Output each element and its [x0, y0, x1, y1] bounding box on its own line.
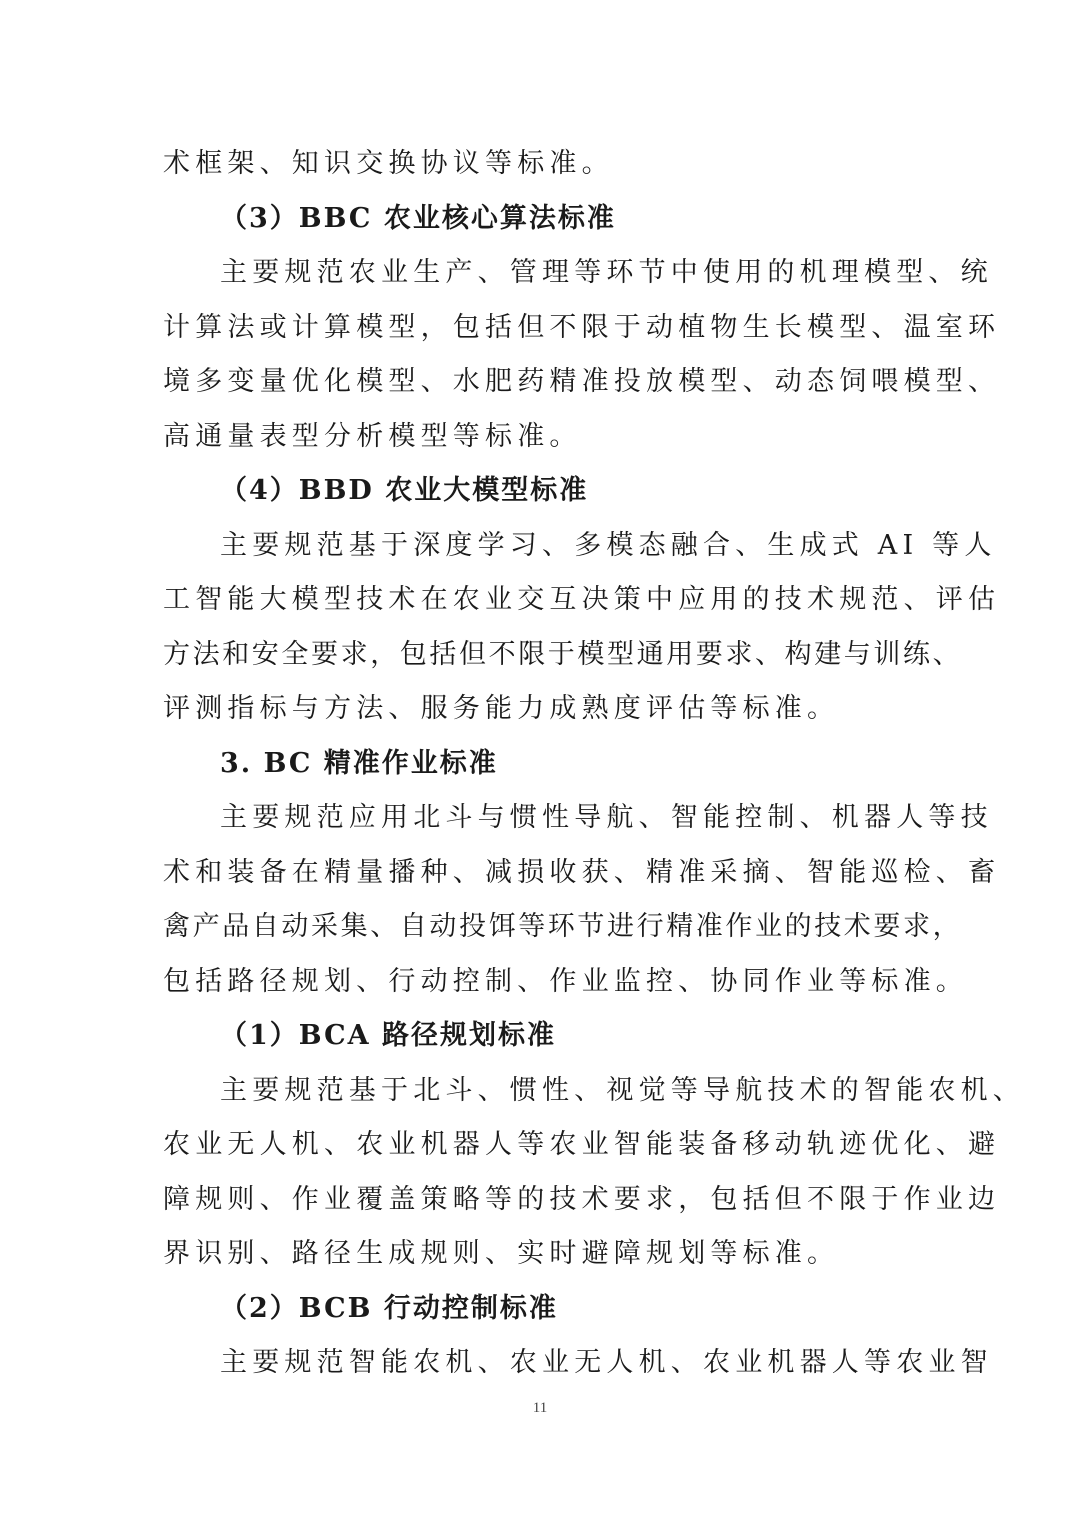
paragraph-line: 主要规范基于北斗、惯性、视觉等导航技术的智能农机、 [220, 1074, 1025, 1106]
paragraph-line: 境多变量优化模型、水肥药精准投放模型、动态饲喂模型、 [163, 366, 1001, 397]
paragraph-line: 农业无人机、农业机器人等农业智能装备移动轨迹优化、避 [163, 1129, 1001, 1160]
page-number: 11 [532, 1400, 548, 1416]
paragraph-line: 术和装备在精量播种、减损收获、精准采摘、智能巡检、畜 [163, 856, 1001, 888]
paragraph-line: 包括路径规划、行动控制、作业监控、协同作业等标准。 [163, 965, 968, 997]
section-heading-bbd: （4）BBD 农业大模型标准 [220, 475, 589, 506]
paragraph-line: 工智能大模型技术在农业交互决策中应用的技术规范、评估 [163, 584, 1001, 615]
paragraph-line: 障规则、作业覆盖策略等的技术要求，包括但不限于作业边 [163, 1183, 1001, 1215]
paragraph-line: 术框架、知识交换协议等标准。 [163, 148, 614, 179]
paragraph-line: 主要规范基于深度学习、多模态融合、生成式 AI 等人 [220, 529, 997, 561]
section-heading-bca: （1）BCA 路径规划标准 [220, 1020, 556, 1051]
document-body [163, 137, 1025, 1391]
paragraph-line: 界识别、路径生成规则、实时避障规划等标准。 [163, 1238, 840, 1269]
paragraph-line: 方法和安全要求，包括但不限于模型通用要求、构建与训练、 [163, 638, 963, 670]
paragraph-line: 计算法或计算模型，包括但不限于动植物生长模型、温室环 [163, 311, 1001, 343]
paragraph-line: 禽产品自动采集、自动投饵等环节进行精准作业的技术要求， [163, 911, 963, 942]
section-heading-bcb: （2）BCB 行动控制标准 [220, 1292, 558, 1324]
paragraph-line: 主要规范应用北斗与惯性导航、智能控制、机器人等技 [220, 802, 993, 833]
section-heading-bc: 3. BC 精准作业标准 [220, 747, 498, 779]
paragraph-line: 高通量表型分析模型等标准。 [163, 420, 582, 452]
section-heading-bbc: （3）BBC 农业核心算法标准 [220, 202, 616, 234]
paragraph-line: 评测指标与方法、服务能力成熟度评估等标准。 [163, 693, 840, 724]
paragraph-line: 主要规范农业生产、管理等环节中使用的机理模型、统 [220, 257, 993, 288]
paragraph-line: 主要规范智能农机、农业无人机、农业机器人等农业智 [220, 1347, 993, 1378]
